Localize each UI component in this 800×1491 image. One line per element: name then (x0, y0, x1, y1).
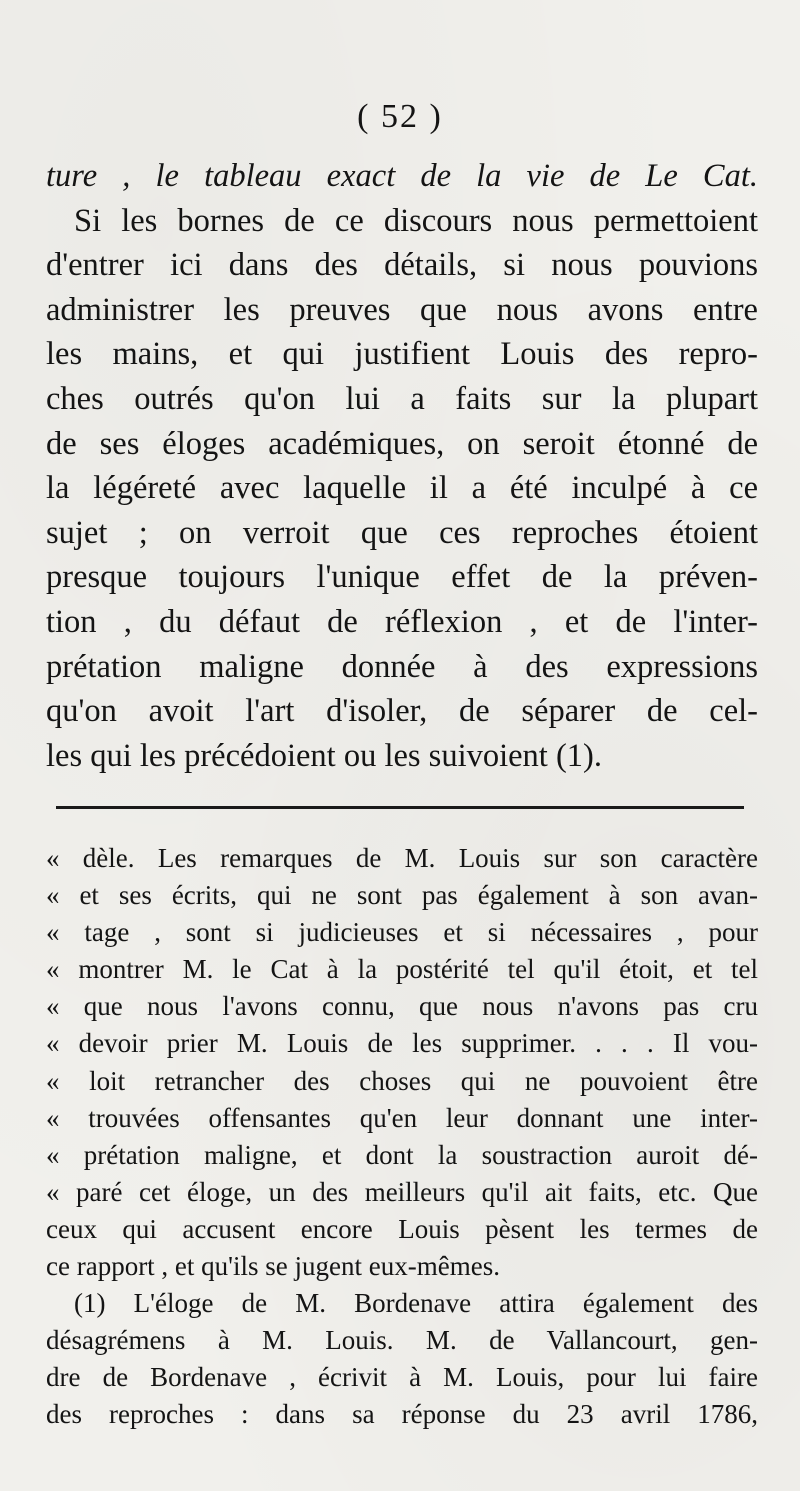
footnotes-block (46, 840, 758, 1434)
text-line: de ses éloges académiques, on seroit étonné de (46, 425, 758, 462)
text-line: tion , du défaut de réflexion , et de l'inter- (46, 603, 758, 640)
main-text-block (46, 154, 758, 778)
footnote-line: « que nous l'avons connu, que nous n'avons pas cru (46, 991, 758, 1022)
footnote-line: « devoir prier M. Louis de les supprimer. . . . Il vou- (46, 1028, 758, 1059)
footnote-line: ce rapport , et qu'ils se jugent eux-mêmes. (46, 1251, 500, 1282)
footnote-line: « loit retrancher des choses qui ne pouvoient être (46, 1065, 758, 1096)
footnote-line: dre de Bordenave , écrivit à M. Louis, pour lui faire (46, 1362, 758, 1393)
text-line: prétation maligne donnée à des expressions (46, 648, 758, 685)
footnote-line: « prétation maligne, et dont la soustraction auroit dé- (46, 1139, 758, 1170)
footnote-rule (56, 806, 744, 809)
page-number: ( 52 ) (357, 98, 443, 135)
footnote-line: « et ses écrits, qui ne sont pas également à son avan- (46, 880, 758, 911)
footnote-line: des reproches : dans sa réponse du 23 avril 1786, (46, 1399, 758, 1430)
footnote-line: « tage , sont si judicieuses et si nécessaires , pour (46, 917, 758, 948)
text-line: les mains, et qui justifient Louis des repro- (46, 336, 758, 373)
footnote-line: désagrémens à M. Louis. M. de Vallancourt, gen- (46, 1325, 758, 1356)
text-line: presque toujours l'unique effet de la préven- (46, 559, 758, 596)
text-line: les qui les précédoient ou les suivoient (1). (46, 737, 602, 774)
text-line: la légéreté avec laquelle il a été inculpé à ce (46, 470, 758, 507)
footnote-line: « trouvées offensantes qu'en leur donnant une inter- (46, 1102, 758, 1133)
text-line: qu'on avoit l'art d'isoler, de séparer de cel- (46, 693, 758, 730)
footnote-line: ceux qui accusent encore Louis pèsent les termes de (46, 1213, 758, 1244)
footnote-line: « montrer M. le Cat à la postérité tel qu'il étoit, et tel (46, 954, 758, 985)
text-line: ture , le tableau exact de la vie de Le Cat. (46, 158, 758, 194)
text-line: ches outrés qu'on lui a faits sur la plupart (46, 380, 758, 417)
footnote-line: « dèle. Les remarques de M. Louis sur son caractère (46, 843, 758, 873)
footnote-line: (1) L'éloge de M. Bordenave attira également des (74, 1288, 758, 1319)
text-line: administrer les preuves que nous avons entre (46, 291, 758, 328)
footnote-line: « paré cet éloge, un des meilleurs qu'il ait faits, etc. Que (46, 1176, 758, 1207)
text-line: d'entrer ici dans des détails, si nous pouvions (46, 247, 758, 284)
text-line: Si les bornes de ce discours nous permettoient (74, 202, 758, 239)
text-line: sujet ; on verroit que ces reproches étoient (46, 514, 758, 551)
